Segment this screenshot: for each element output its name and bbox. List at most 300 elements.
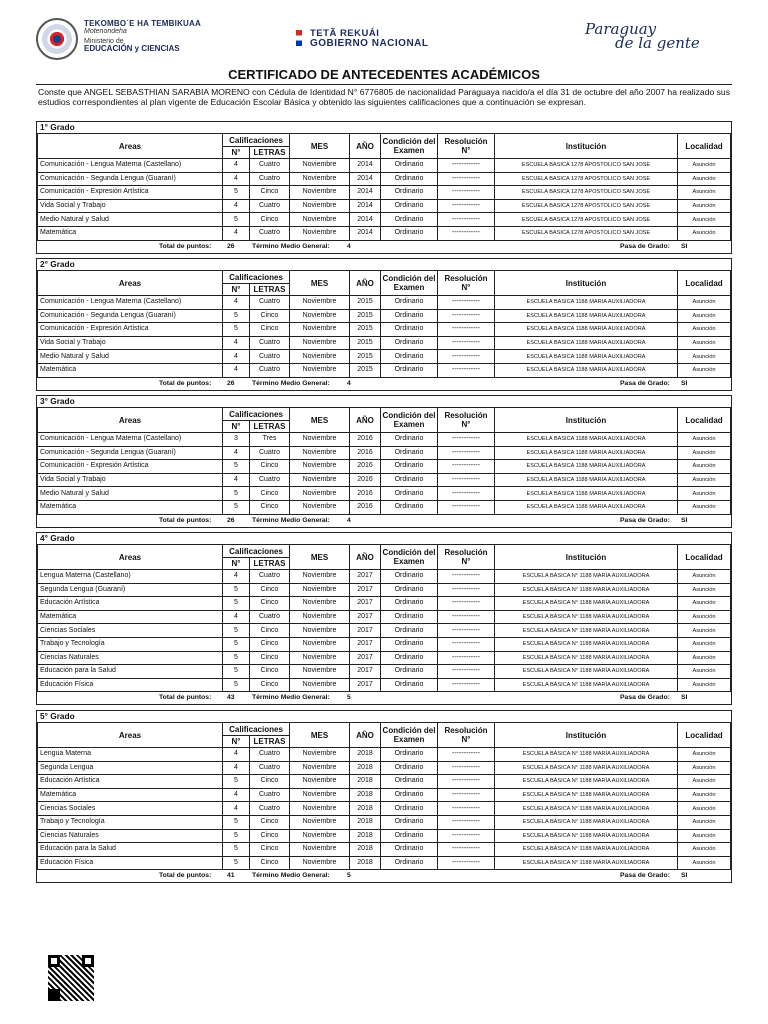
anio-cell: 2017 <box>350 665 381 679</box>
condicion-cell: Ordinario <box>381 460 438 474</box>
mes-cell: Noviembre <box>290 186 350 200</box>
grade-totals-row <box>37 515 731 527</box>
institucion-cell: ESCUELA BÁSICA N° 1188 MARÍA AUXILIADORA <box>495 637 678 651</box>
anio-cell: 2016 <box>350 473 381 487</box>
localidad-cell: Asunción <box>678 665 731 679</box>
title-divider <box>36 84 732 85</box>
localidad-cell: Asunción <box>678 651 731 665</box>
grade-title: 3° Grado <box>40 396 75 406</box>
intro-text: Conste que ANGEL SEBASTHIAN SARABIA MORENO con Cédula de Identidad N° 6776805 de nacionalidad Paraguaya nacido/a el día 31 de octubre del año 2007 ha realizado sus estudios correspondientes al plan vigente de Educación Escolar Básica y obtenido las siguientes calificaciones que a continuación se expresan. <box>38 87 731 107</box>
condicion-cell: Ordinario <box>381 500 438 514</box>
table-row <box>38 500 731 514</box>
col-header-mes: MES <box>290 723 350 748</box>
mes-cell: Noviembre <box>290 336 350 350</box>
resolucion-cell: ------------ <box>438 748 495 762</box>
col-header-letras: LETRAS <box>250 147 290 159</box>
condicion-cell: Ordinario <box>381 597 438 611</box>
ministry-guarani-sub: Motenondeha <box>84 28 127 36</box>
area-cell: Ciencias Naturales <box>38 651 223 665</box>
mes-cell: Noviembre <box>290 363 350 377</box>
localidad-cell: Asunción <box>678 350 731 364</box>
institucion-cell: ESCUELA BÁSICA N° 1188 MARÍA AUXILIADORA <box>495 761 678 775</box>
area-cell: Matemática <box>38 788 223 802</box>
document-title: CERTIFICADO DE ANTECEDENTES ACADÉMICOS <box>228 67 540 82</box>
anio-cell: 2015 <box>350 336 381 350</box>
localidad-cell: Asunción <box>678 473 731 487</box>
table-row <box>38 829 731 843</box>
localidad-cell: Asunción <box>678 570 731 584</box>
condicion-cell: Ordinario <box>381 829 438 843</box>
resolucion-cell: ------------ <box>438 624 495 638</box>
condicion-cell: Ordinario <box>381 651 438 665</box>
col-header-institucion: Institución <box>495 723 678 748</box>
mes-cell: Noviembre <box>290 570 350 584</box>
resolucion-cell: ------------ <box>438 487 495 501</box>
condicion-cell: Ordinario <box>381 665 438 679</box>
nota-letras-cell: Cinco <box>250 500 290 514</box>
nota-numero-cell: 5 <box>223 624 250 638</box>
condicion-cell: Ordinario <box>381 473 438 487</box>
area-cell: Segunda Lengua (Guaraní) <box>38 583 223 597</box>
nota-letras-cell: Cinco <box>250 678 290 692</box>
mes-cell: Noviembre <box>290 761 350 775</box>
total-points-value: 41 <box>227 872 235 880</box>
institucion-cell: ESCUELA BÁSICA N° 1188 MARÍA AUXILIADORA <box>495 570 678 584</box>
condicion-cell: Ordinario <box>381 159 438 173</box>
area-cell: Comunicación - Expresión Artística <box>38 460 223 474</box>
average-label: Término Medio General: <box>252 516 330 524</box>
anio-cell: 2016 <box>350 500 381 514</box>
area-cell: Vida Social y Trabajo <box>38 199 223 213</box>
mes-cell: Noviembre <box>290 433 350 447</box>
institucion-cell: ESCUELA BASICA 1188 MARIA AUXILIADORA <box>495 433 678 447</box>
nota-numero-cell: 4 <box>223 172 250 186</box>
average-label: Término Medio General: <box>252 694 330 702</box>
mes-cell: Noviembre <box>290 446 350 460</box>
resolucion-cell: ------------ <box>438 610 495 624</box>
col-header-condicion: Condición del Examen <box>381 134 438 159</box>
area-cell: Medio Natural y Salud <box>38 213 223 227</box>
col-header-localidad: Localidad <box>678 545 731 570</box>
table-row <box>38 624 731 638</box>
area-cell: Lengua Materna (Castellano) <box>38 570 223 584</box>
anio-cell: 2018 <box>350 802 381 816</box>
localidad-cell: Asunción <box>678 172 731 186</box>
nota-letras-cell: Cuatro <box>250 570 290 584</box>
localidad-cell: Asunción <box>678 226 731 240</box>
table-row <box>38 570 731 584</box>
grades-table <box>37 407 731 515</box>
table-row <box>38 748 731 762</box>
col-header-letras: LETRAS <box>250 421 290 433</box>
localidad-cell: Asunción <box>678 815 731 829</box>
institucion-cell: ESCUELA BASICA 1188 MARIA AUXILIADORA <box>495 460 678 474</box>
mes-cell: Noviembre <box>290 597 350 611</box>
institucion-cell: ESCUELA BÁSICA N° 1188 MARÍA AUXILIADORA <box>495 748 678 762</box>
grade-totals-row <box>37 870 731 882</box>
mes-cell: Noviembre <box>290 473 350 487</box>
institucion-cell: ESCUELA BASICA 1278 APOSTOLICO SAN JOSE <box>495 159 678 173</box>
localidad-cell: Asunción <box>678 446 731 460</box>
resolucion-cell: ------------ <box>438 843 495 857</box>
nota-letras-cell: Cuatro <box>250 363 290 377</box>
condicion-cell: Ordinario <box>381 748 438 762</box>
area-cell: Matemática <box>38 500 223 514</box>
table-row <box>38 460 731 474</box>
anio-cell: 2014 <box>350 172 381 186</box>
col-header-calificaciones: Calificaciones <box>223 545 290 558</box>
localidad-cell: Asunción <box>678 363 731 377</box>
col-header-mes: MES <box>290 134 350 159</box>
institucion-cell: ESCUELA BÁSICA N° 1188 MARÍA AUXILIADORA <box>495 665 678 679</box>
resolucion-cell: ------------ <box>438 199 495 213</box>
table-row <box>38 296 731 310</box>
mes-cell: Noviembre <box>290 323 350 337</box>
average-value: 4 <box>347 516 351 524</box>
area-cell: Medio Natural y Salud <box>38 350 223 364</box>
institucion-cell: ESCUELA BASICA 1188 MARIA AUXILIADORA <box>495 487 678 501</box>
total-points-label: Total de puntos: <box>159 379 212 387</box>
average-value: 4 <box>347 379 351 387</box>
nota-numero-cell: 4 <box>223 199 250 213</box>
nota-letras-cell: Cinco <box>250 460 290 474</box>
condicion-cell: Ordinario <box>381 350 438 364</box>
col-header-numero: N° <box>223 284 250 296</box>
average-value: 4 <box>347 242 351 250</box>
area-cell: Trabajo y Tecnología <box>38 637 223 651</box>
institucion-cell: ESCUELA BÁSICA N° 1188 MARÍA AUXILIADORA <box>495 597 678 611</box>
area-cell: Trabajo y Tecnología <box>38 815 223 829</box>
area-cell: Vida Social y Trabajo <box>38 336 223 350</box>
resolucion-cell: ------------ <box>438 296 495 310</box>
nota-numero-cell: 4 <box>223 570 250 584</box>
area-cell: Matemática <box>38 610 223 624</box>
area-cell: Comunicación - Lengua Materna (Castellano) <box>38 296 223 310</box>
institucion-cell: ESCUELA BASICA 1188 MARIA AUXILIADORA <box>495 500 678 514</box>
col-header-areas: Areas <box>38 723 223 748</box>
col-header-numero: N° <box>223 147 250 159</box>
col-header-mes: MES <box>290 545 350 570</box>
col-header-localidad: Localidad <box>678 134 731 159</box>
table-row <box>38 651 731 665</box>
nota-letras-cell: Cuatro <box>250 226 290 240</box>
grade-section <box>36 395 732 528</box>
institucion-cell: ESCUELA BÁSICA N° 1188 MARÍA AUXILIADORA <box>495 583 678 597</box>
resolucion-cell: ------------ <box>438 775 495 789</box>
area-cell: Educación Física <box>38 856 223 870</box>
table-row <box>38 775 731 789</box>
area-cell: Comunicación - Lengua Materna (Castellano) <box>38 159 223 173</box>
nota-numero-cell: 4 <box>223 226 250 240</box>
col-header-institucion: Institución <box>495 134 678 159</box>
condicion-cell: Ordinario <box>381 296 438 310</box>
resolucion-cell: ------------ <box>438 350 495 364</box>
col-header-areas: Areas <box>38 134 223 159</box>
mes-cell: Noviembre <box>290 500 350 514</box>
pass-grade-label: Pasa de Grado: <box>620 872 670 880</box>
area-cell: Comunicación - Lengua Materna (Castellano) <box>38 433 223 447</box>
mes-cell: Noviembre <box>290 159 350 173</box>
table-row <box>38 159 731 173</box>
institucion-cell: ESCUELA BASICA 1188 MARIA AUXILIADORA <box>495 296 678 310</box>
localidad-cell: Asunción <box>678 460 731 474</box>
grade-title: 5° Grado <box>40 711 75 721</box>
brand-logo <box>585 22 700 51</box>
table-row <box>38 487 731 501</box>
condicion-cell: Ordinario <box>381 186 438 200</box>
nota-letras-cell: Cuatro <box>250 788 290 802</box>
localidad-cell: Asunción <box>678 610 731 624</box>
col-header-localidad: Localidad <box>678 723 731 748</box>
mes-cell: Noviembre <box>290 350 350 364</box>
mes-cell: Noviembre <box>290 665 350 679</box>
anio-cell: 2018 <box>350 788 381 802</box>
nota-numero-cell: 4 <box>223 788 250 802</box>
mes-cell: Noviembre <box>290 199 350 213</box>
localidad-cell: Asunción <box>678 213 731 227</box>
resolucion-cell: ------------ <box>438 856 495 870</box>
resolucion-cell: ------------ <box>438 323 495 337</box>
anio-cell: 2016 <box>350 433 381 447</box>
table-row <box>38 186 731 200</box>
institucion-cell: ESCUELA BÁSICA N° 1188 MARÍA AUXILIADORA <box>495 843 678 857</box>
mes-cell: Noviembre <box>290 624 350 638</box>
ministry-guarani-name: TEKOMBO´E HA TEMBIKUAA <box>84 19 201 28</box>
nota-numero-cell: 5 <box>223 651 250 665</box>
condicion-cell: Ordinario <box>381 637 438 651</box>
anio-cell: 2017 <box>350 610 381 624</box>
mes-cell: Noviembre <box>290 487 350 501</box>
condicion-cell: Ordinario <box>381 309 438 323</box>
col-header-calificaciones: Calificaciones <box>223 408 290 421</box>
localidad-cell: Asunción <box>678 500 731 514</box>
col-header-localidad: Localidad <box>678 408 731 433</box>
nota-letras-cell: Cuatro <box>250 446 290 460</box>
area-cell: Lengua Materna <box>38 748 223 762</box>
condicion-cell: Ordinario <box>381 843 438 857</box>
nota-letras-cell: Cinco <box>250 829 290 843</box>
table-row <box>38 446 731 460</box>
table-row <box>38 473 731 487</box>
col-header-condicion: Condición del Examen <box>381 408 438 433</box>
anio-cell: 2016 <box>350 460 381 474</box>
area-cell: Educación para la Salud <box>38 665 223 679</box>
table-row <box>38 226 731 240</box>
condicion-cell: Ordinario <box>381 323 438 337</box>
total-points-value: 26 <box>227 516 235 524</box>
table-row <box>38 678 731 692</box>
condicion-cell: Ordinario <box>381 583 438 597</box>
nota-letras-cell: Cinco <box>250 309 290 323</box>
mes-cell: Noviembre <box>290 226 350 240</box>
nota-numero-cell: 5 <box>223 309 250 323</box>
institucion-cell: ESCUELA BASICA 1188 MARIA AUXILIADORA <box>495 323 678 337</box>
nota-letras-cell: Cinco <box>250 186 290 200</box>
col-header-anio: AÑO <box>350 723 381 748</box>
localidad-cell: Asunción <box>678 637 731 651</box>
localidad-cell: Asunción <box>678 843 731 857</box>
localidad-cell: Asunción <box>678 761 731 775</box>
anio-cell: 2018 <box>350 829 381 843</box>
mes-cell: Noviembre <box>290 748 350 762</box>
government-guarani: TETÃ REKUÁI <box>310 28 380 39</box>
header <box>0 10 768 68</box>
localidad-cell: Asunción <box>678 678 731 692</box>
resolucion-cell: ------------ <box>438 446 495 460</box>
anio-cell: 2018 <box>350 815 381 829</box>
mes-cell: Noviembre <box>290 309 350 323</box>
total-points-label: Total de puntos: <box>159 516 212 524</box>
mes-cell: Noviembre <box>290 651 350 665</box>
anio-cell: 2014 <box>350 159 381 173</box>
area-cell: Comunicación - Segunda Lengua (Guaraní) <box>38 309 223 323</box>
area-cell: Matemática <box>38 226 223 240</box>
flag-icon <box>296 30 302 46</box>
condicion-cell: Ordinario <box>381 856 438 870</box>
nota-letras-cell: Cuatro <box>250 336 290 350</box>
nota-numero-cell: 4 <box>223 446 250 460</box>
area-cell: Ciencias Naturales <box>38 829 223 843</box>
institucion-cell: ESCUELA BASICA 1188 MARIA AUXILIADORA <box>495 336 678 350</box>
table-row <box>38 637 731 651</box>
pass-grade-value: SI <box>681 516 688 524</box>
grade-totals-row <box>37 241 731 253</box>
area-cell: Educación para la Salud <box>38 843 223 857</box>
grade-section <box>36 532 732 705</box>
grade-section <box>36 710 732 883</box>
table-row <box>38 597 731 611</box>
col-header-anio: AÑO <box>350 271 381 296</box>
nota-letras-cell: Cinco <box>250 487 290 501</box>
anio-cell: 2018 <box>350 761 381 775</box>
col-header-condicion: Condición del Examen <box>381 271 438 296</box>
ministry-name: EDUCACIÓN y CIENCIAS <box>84 44 180 54</box>
grade-title: 4° Grado <box>40 533 75 543</box>
pass-grade-value: SI <box>681 694 688 702</box>
table-row <box>38 213 731 227</box>
institucion-cell: ESCUELA BÁSICA N° 1188 MARÍA AUXILIADORA <box>495 775 678 789</box>
area-cell: Ciencias Sociales <box>38 624 223 638</box>
condicion-cell: Ordinario <box>381 446 438 460</box>
total-points-value: 43 <box>227 694 235 702</box>
grade-section <box>36 121 732 254</box>
table-row <box>38 761 731 775</box>
localidad-cell: Asunción <box>678 487 731 501</box>
area-cell: Medio Natural y Salud <box>38 487 223 501</box>
nota-letras-cell: Cinco <box>250 815 290 829</box>
nota-letras-cell: Cinco <box>250 651 290 665</box>
nota-letras-cell: Cinco <box>250 597 290 611</box>
nota-numero-cell: 5 <box>223 637 250 651</box>
nota-letras-cell: Cinco <box>250 624 290 638</box>
anio-cell: 2014 <box>350 213 381 227</box>
col-header-calificaciones: Calificaciones <box>223 271 290 284</box>
table-row <box>38 610 731 624</box>
anio-cell: 2017 <box>350 651 381 665</box>
anio-cell: 2015 <box>350 323 381 337</box>
localidad-cell: Asunción <box>678 583 731 597</box>
grades-table <box>37 133 731 241</box>
table-row <box>38 583 731 597</box>
col-header-numero: N° <box>223 736 250 748</box>
resolucion-cell: ------------ <box>438 815 495 829</box>
col-header-letras: LETRAS <box>250 558 290 570</box>
mes-cell: Noviembre <box>290 610 350 624</box>
institucion-cell: ESCUELA BÁSICA N° 1188 MARÍA AUXILIADORA <box>495 788 678 802</box>
col-header-anio: AÑO <box>350 134 381 159</box>
nota-letras-cell: Cuatro <box>250 610 290 624</box>
institucion-cell: ESCUELA BASICA 1188 MARIA AUXILIADORA <box>495 363 678 377</box>
nota-letras-cell: Cinco <box>250 856 290 870</box>
resolucion-cell: ------------ <box>438 829 495 843</box>
localidad-cell: Asunción <box>678 336 731 350</box>
table-row <box>38 433 731 447</box>
average-label: Término Medio General: <box>252 379 330 387</box>
nota-numero-cell: 5 <box>223 487 250 501</box>
area-cell: Educación Artística <box>38 597 223 611</box>
anio-cell: 2017 <box>350 597 381 611</box>
anio-cell: 2014 <box>350 226 381 240</box>
col-header-resolucion: Resolución N° <box>438 408 495 433</box>
resolucion-cell: ------------ <box>438 500 495 514</box>
resolucion-cell: ------------ <box>438 665 495 679</box>
nota-numero-cell: 5 <box>223 583 250 597</box>
area-cell: Ciencias Sociales <box>38 802 223 816</box>
mes-cell: Noviembre <box>290 843 350 857</box>
nota-letras-cell: Cuatro <box>250 172 290 186</box>
table-row <box>38 802 731 816</box>
area-cell: Comunicación - Expresión Artística <box>38 186 223 200</box>
nota-numero-cell: 5 <box>223 323 250 337</box>
nota-numero-cell: 5 <box>223 213 250 227</box>
mes-cell: Noviembre <box>290 460 350 474</box>
resolucion-cell: ------------ <box>438 570 495 584</box>
table-row <box>38 309 731 323</box>
ministry-logo <box>84 20 201 53</box>
resolucion-cell: ------------ <box>438 651 495 665</box>
area-cell: Educación Artística <box>38 775 223 789</box>
nota-numero-cell: 5 <box>223 829 250 843</box>
grades-table <box>37 722 731 870</box>
resolucion-cell: ------------ <box>438 309 495 323</box>
table-row <box>38 856 731 870</box>
qr-code-icon[interactable] <box>48 955 94 1001</box>
nota-letras-cell: Cinco <box>250 843 290 857</box>
resolucion-cell: ------------ <box>438 637 495 651</box>
localidad-cell: Asunción <box>678 624 731 638</box>
col-header-numero: N° <box>223 421 250 433</box>
col-header-condicion: Condición del Examen <box>381 545 438 570</box>
condicion-cell: Ordinario <box>381 433 438 447</box>
nota-letras-cell: Cuatro <box>250 473 290 487</box>
localidad-cell: Asunción <box>678 802 731 816</box>
area-cell: Comunicación - Expresión Artística <box>38 323 223 337</box>
nota-letras-cell: Cuatro <box>250 350 290 364</box>
nota-numero-cell: 5 <box>223 775 250 789</box>
col-header-areas: Areas <box>38 408 223 433</box>
condicion-cell: Ordinario <box>381 802 438 816</box>
table-row <box>38 336 731 350</box>
col-header-condicion: Condición del Examen <box>381 723 438 748</box>
mes-cell: Noviembre <box>290 583 350 597</box>
nota-letras-cell: Cuatro <box>250 199 290 213</box>
anio-cell: 2016 <box>350 487 381 501</box>
resolucion-cell: ------------ <box>438 186 495 200</box>
resolucion-cell: ------------ <box>438 597 495 611</box>
resolucion-cell: ------------ <box>438 433 495 447</box>
area-cell: Comunicación - Segunda Lengua (Guaraní) <box>38 446 223 460</box>
localidad-cell: Asunción <box>678 323 731 337</box>
